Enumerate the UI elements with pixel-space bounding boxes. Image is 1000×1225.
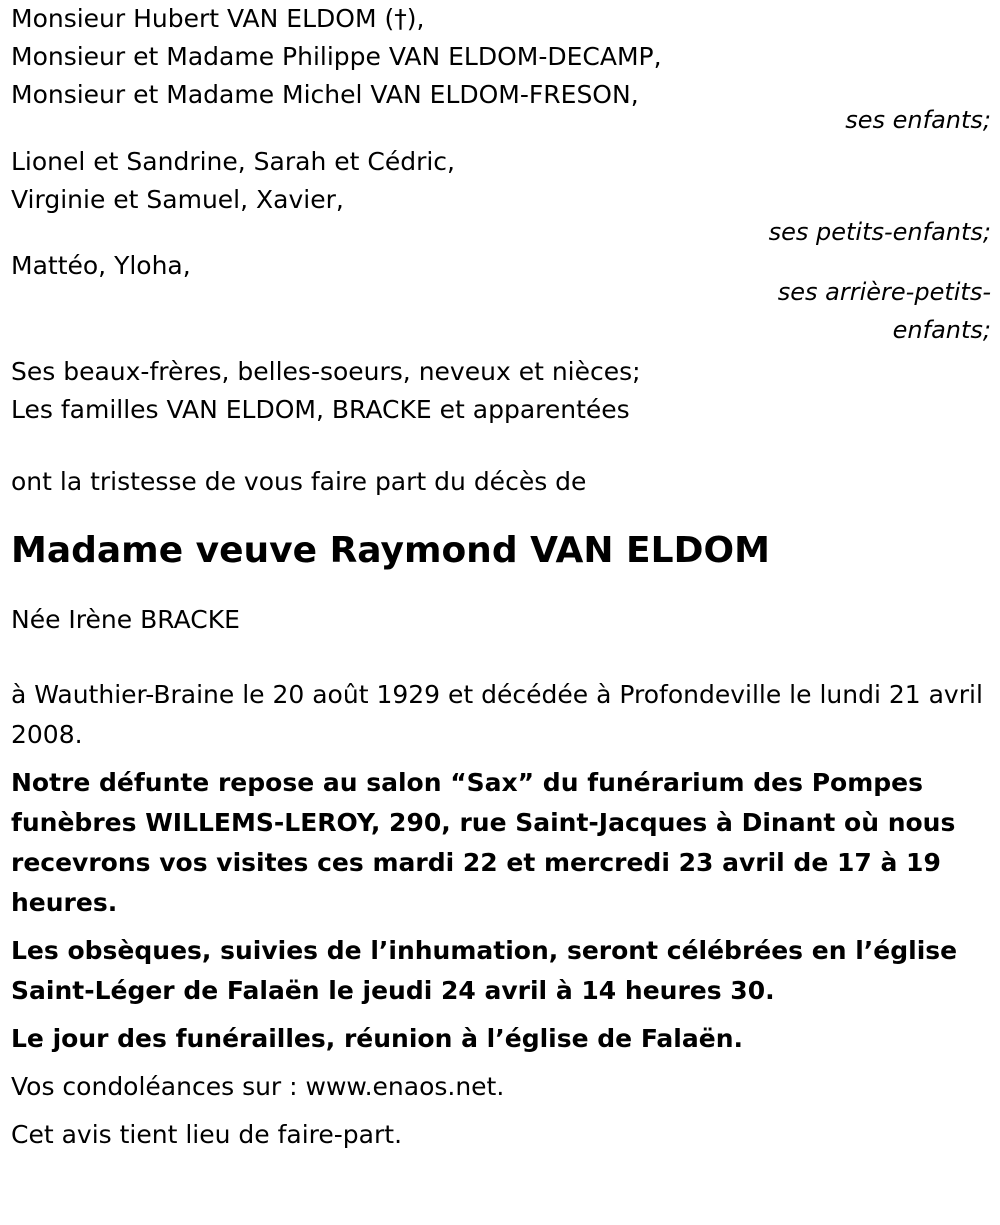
- children-line-3: Monsieur et Madame Michel VAN ELDOM-FRESON,: [11, 80, 639, 109]
- maiden-name: Née Irène BRACKE: [11, 605, 240, 634]
- notice-footer: Cet avis tient lieu de faire-part.: [11, 1120, 403, 1149]
- great-grandchildren-role-2: enfants;: [892, 316, 991, 344]
- birth-death: à Wauthier-Braine le 20 août 1929 et décédée à Profondeville le lundi 21 avril 2008.: [11, 680, 983, 749]
- visitation-info: Notre défunte repose au salon “Sax” du funérarium des Pompes funèbres WILLEMS-LEROY, 290, rue Saint-Jacques à Dinant où nous recevrons vos visites ces mardi 22 et mercredi 23 avril de 17 à 19 heures.: [11, 768, 956, 917]
- funeral-info: Les obsèques, suivies de l’inhumation, seront célébrées en l’église Saint-Léger de Falaën le jeudi 24 avril à 14 heures 30.: [11, 936, 958, 1005]
- children-line-1: Monsieur Hubert VAN ELDOM (†),: [11, 4, 425, 33]
- extended-family-line-2: Les familles VAN ELDOM, BRACKE et apparentées: [11, 395, 630, 424]
- grandchildren-role: ses petits-enfants;: [768, 218, 991, 246]
- condolences-info: Vos condoléances sur : www.enaos.net.: [11, 1072, 505, 1101]
- gathering-info: Le jour des funérailles, réunion à l’église de Falaën.: [11, 1024, 743, 1053]
- grandchildren-line-2: Virginie et Samuel, Xavier,: [11, 185, 344, 214]
- death-notice: [11, 0, 991, 1155]
- children-line-2: Monsieur et Madame Philippe VAN ELDOM-DECAMP,: [11, 42, 662, 71]
- deceased-name: Madame veuve Raymond VAN ELDOM: [11, 530, 770, 571]
- great-grandchildren-line: Mattéo, Yloha,: [11, 251, 191, 280]
- grandchildren-line-1: Lionel et Sandrine, Sarah et Cédric,: [11, 147, 455, 176]
- announcement: ont la tristesse de vous faire part du décès de: [11, 467, 587, 496]
- extended-family-line-1: Ses beaux-frères, belles-soeurs, neveux et nièces;: [11, 357, 641, 386]
- children-role: ses enfants;: [845, 106, 991, 134]
- great-grandchildren-role-1: ses arrière-petits-: [777, 278, 991, 306]
